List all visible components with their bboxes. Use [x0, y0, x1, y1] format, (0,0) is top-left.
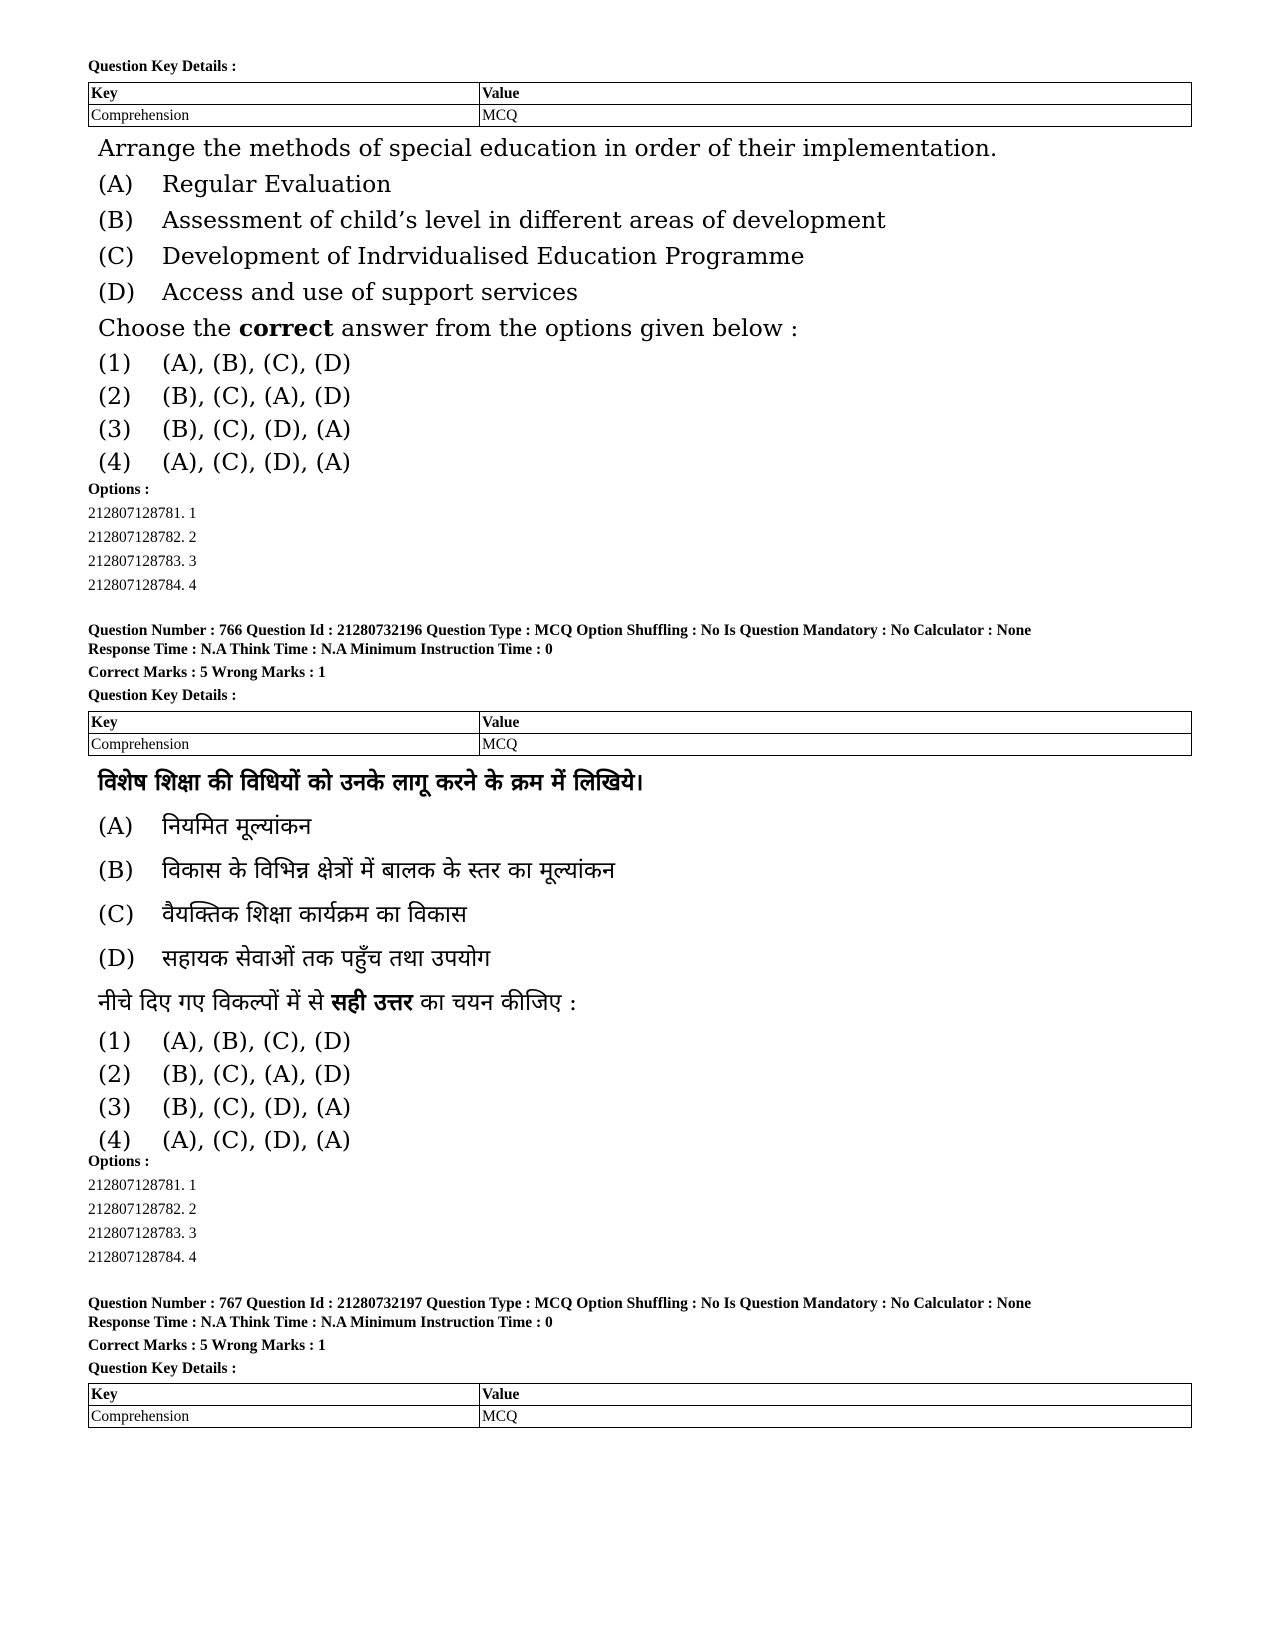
question-timing: Response Time : N.A Think Time : N.A Minimum Instruction Time : 0 — [88, 641, 553, 658]
answer-choice: (2) (B), (C), (A), (D) — [98, 381, 352, 410]
option-id: 212807128781. 1 — [88, 1177, 197, 1194]
key-details-table — [88, 82, 1192, 127]
question-marks: Correct Marks : 5 Wrong Marks : 1 — [88, 1337, 326, 1354]
table-header-key: Key — [89, 1384, 480, 1406]
option-id: 212807128781. 1 — [88, 505, 197, 522]
answer-choice: (3) (B), (C), (D), (A) — [98, 414, 352, 443]
question-body — [98, 130, 997, 478]
answer-choice: (4) (A), (C), (D), (A) — [98, 1125, 351, 1154]
key-details-table — [88, 711, 1192, 756]
options-list — [88, 1150, 197, 1270]
table-header-key: Key — [89, 83, 480, 105]
list-item: (B) Assessment of child’s level in different areas of development — [98, 206, 886, 234]
table-header-value: Value — [480, 83, 1192, 105]
table-row — [89, 1406, 1192, 1428]
key-details-table — [88, 1383, 1192, 1428]
table-header-row — [89, 83, 1192, 105]
option-id: 212807128784. 4 — [88, 577, 197, 594]
answer-choice: (1) (A), (B), (C), (D) — [98, 1026, 352, 1055]
options-list — [88, 478, 197, 598]
list-item: (D) Access and use of support services — [98, 278, 579, 306]
table-row — [89, 734, 1192, 756]
choose-instruction: नीचे दिए गए विकल्पों में से सही उत्तर का चयन कीजिए : — [98, 988, 577, 1016]
list-item: (C) Development of Indrvidualised Education Programme — [98, 242, 805, 270]
question-header: Question Number : 767 Question Id : 21280732197 Question Type : MCQ Option Shuffling : No Is Question Mandatory : No Calculator : None — [88, 1295, 1032, 1312]
table-cell-value: MCQ — [480, 734, 1192, 756]
key-details-label: Question Key Details : — [88, 687, 237, 704]
option-id: 212807128782. 2 — [88, 529, 197, 546]
table-header-row — [89, 712, 1192, 734]
options-label: Options : — [88, 481, 150, 498]
option-id: 212807128783. 3 — [88, 1225, 197, 1242]
table-cell-value: MCQ — [480, 105, 1192, 127]
table-cell-key: Comprehension — [89, 734, 480, 756]
table-row — [89, 105, 1192, 127]
question-body — [98, 760, 643, 1156]
table-header-key: Key — [89, 712, 480, 734]
key-details-label: Question Key Details : — [88, 1360, 237, 1377]
list-item: (D) सहायक सेवाओं तक पहुँच तथा उपयोग — [98, 944, 491, 972]
question-header: Question Number : 766 Question Id : 21280732196 Question Type : MCQ Option Shuffling : No Is Question Mandatory : No Calculator : None — [88, 622, 1032, 639]
table-header-row — [89, 1384, 1192, 1406]
table-cell-key: Comprehension — [89, 105, 480, 127]
key-details-label: Question Key Details : — [88, 58, 237, 75]
question-prompt: विशेष शिक्षा की विधियों को उनके लागू करने के क्रम में लिखिये। — [98, 768, 644, 796]
list-item: (A) Regular Evaluation — [98, 170, 392, 198]
list-item: (C) वैयक्तिक शिक्षा कार्यक्रम का विकास — [98, 900, 467, 928]
question-marks: Correct Marks : 5 Wrong Marks : 1 — [88, 664, 326, 681]
question-prompt: Arrange the methods of special education in order of their implementation. — [98, 134, 998, 162]
answer-choice: (1) (A), (B), (C), (D) — [98, 348, 352, 377]
question-timing: Response Time : N.A Think Time : N.A Minimum Instruction Time : 0 — [88, 1314, 553, 1331]
option-id: 212807128784. 4 — [88, 1249, 197, 1266]
option-id: 212807128783. 3 — [88, 553, 197, 570]
answer-choice: (4) (A), (C), (D), (A) — [98, 447, 351, 476]
answer-choice: (2) (B), (C), (A), (D) — [98, 1059, 352, 1088]
option-id: 212807128782. 2 — [88, 1201, 197, 1218]
choose-instruction: Choose the correct answer from the options given below : — [98, 314, 799, 342]
list-item: (A) नियमित मूल्यांकन — [98, 812, 312, 840]
options-label: Options : — [88, 1153, 150, 1170]
list-item: (B) विकास के विभिन्न क्षेत्रों में बालक के स्तर का मूल्यांकन — [98, 856, 615, 884]
table-header-value: Value — [480, 1384, 1192, 1406]
table-header-value: Value — [480, 712, 1192, 734]
answer-choice: (3) (B), (C), (D), (A) — [98, 1092, 352, 1121]
table-cell-key: Comprehension — [89, 1406, 480, 1428]
table-cell-value: MCQ — [480, 1406, 1192, 1428]
